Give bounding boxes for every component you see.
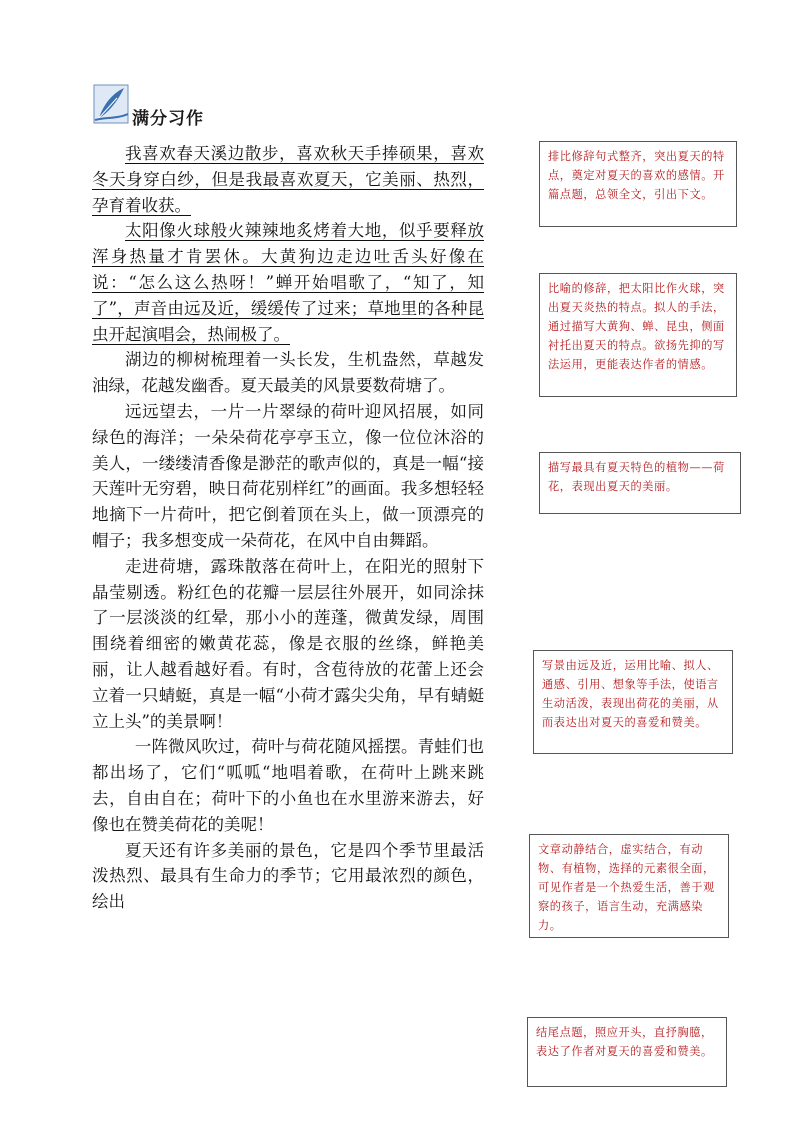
annotation-note-5: 文章动静结合，虚实结合，有动物、有植物，选择的元素很全面，可见作者是一个热爱生活，善于观察的孩子，语言生动，充满感染力。	[529, 834, 729, 938]
annotation-note-3: 描写最具有夏天特色的植物——荷花，表现出夏天的美丽。	[539, 452, 741, 514]
essay-paragraph-1: 我喜欢春天溪边散步，喜欢秋天手捧硕果，喜欢冬天身穿白纱，但是我最喜欢夏天，它美丽、热烈，孕育着收获。	[92, 144, 484, 215]
essay-paragraph-5: 走进荷塘，露珠散落在荷叶上，在阳光的照射下晶莹剔透。粉红色的花瓣一层层往外展开，如同涂抹了一层淡淡的红晕，那小小的莲蓬，微黄发绿，周围围绕着细密的嫩黄花蕊，像是衣服的丝绦，鲜艳美丽，让人越看越好看。有时，含苞待放的花蕾上还会立着一只蜻蜓，真是一幅“小荷才露尖尖角，早有蜻蜓立上头”的美景啊！	[92, 556, 484, 731]
essay-paragraph-3: 湖边的柳树梳理着一头长发，生机盎然，草越发油绿，花越发幽香。夏天最美的风景要数荷塘了。	[92, 350, 484, 396]
essay-body	[92, 141, 484, 915]
annotation-note-6: 结尾点题，照应开头，直抒胸臆，表达了作者对夏天的喜爱和赞美。	[527, 1017, 727, 1087]
feather-quill-icon	[93, 84, 129, 124]
essay-paragraph-4: 远远望去，一片一片翠绿的荷叶迎风招展，如同绿色的海洋；一朵朵荷花亭亭玉立，像一位位沐浴的美人，一缕缕清香像是渺茫的歌声似的，真是一幅“接天莲叶无穷碧，映日荷花别样红”的画面。我多想轻轻地摘下一片荷叶，把它倒着顶在头上，做一顶漂亮的帽子；我多想变成一朵荷花，在风中自由舞蹈。	[92, 401, 484, 550]
annotation-note-4: 写景由远及近，运用比喻、拟人、通感、引用、想象等手法，使语言生动活泼，表现出荷花的美丽，从而表达出对夏天的喜爱和赞美。	[533, 650, 733, 754]
essay-paragraph-7: 夏天还有许多美丽的景色，它是四个季节里最活泼热烈、最具有生命力的季节；它用最浓烈的颜色，绘出	[92, 840, 484, 912]
annotation-note-2: 比喻的修辞，把太阳比作火球，突出夏天炎热的特点。拟人的手法，通过描写大黄狗、蝉、昆虫，侧面衬托出夏天的特点。欲扬先抑的写法运用，更能表达作者的情感。	[539, 273, 737, 397]
section-title: 满分习作	[132, 109, 204, 129]
essay-paragraph-2: 太阳像火球般火辣辣地炙烤着大地，似乎要释放浑身热量才肯罢休。大黄狗边走边吐舌头好像在说：“怎么这么热呀！”蝉开始唱歌了，“知了，知了”，声音由远及近，缓缓传了过来；草地里的各种昆虫开起演唱会，热闹极了。	[92, 221, 484, 344]
annotation-note-1: 排比修辞句式整齐，突出夏天的特点，奠定对夏天的喜欢的感情。开篇点题，总领全文，引出下文。	[539, 141, 737, 227]
essay-paragraph-6: 一阵微风吹过，荷叶与荷花随风摇摆。青蛙们也都出场了，它们“呱呱“地唱着歌，在荷叶上跳来跳去，自由自在；荷叶下的小鱼也在水里游来游去，好像也在赞美荷花的美呢！	[92, 737, 484, 834]
